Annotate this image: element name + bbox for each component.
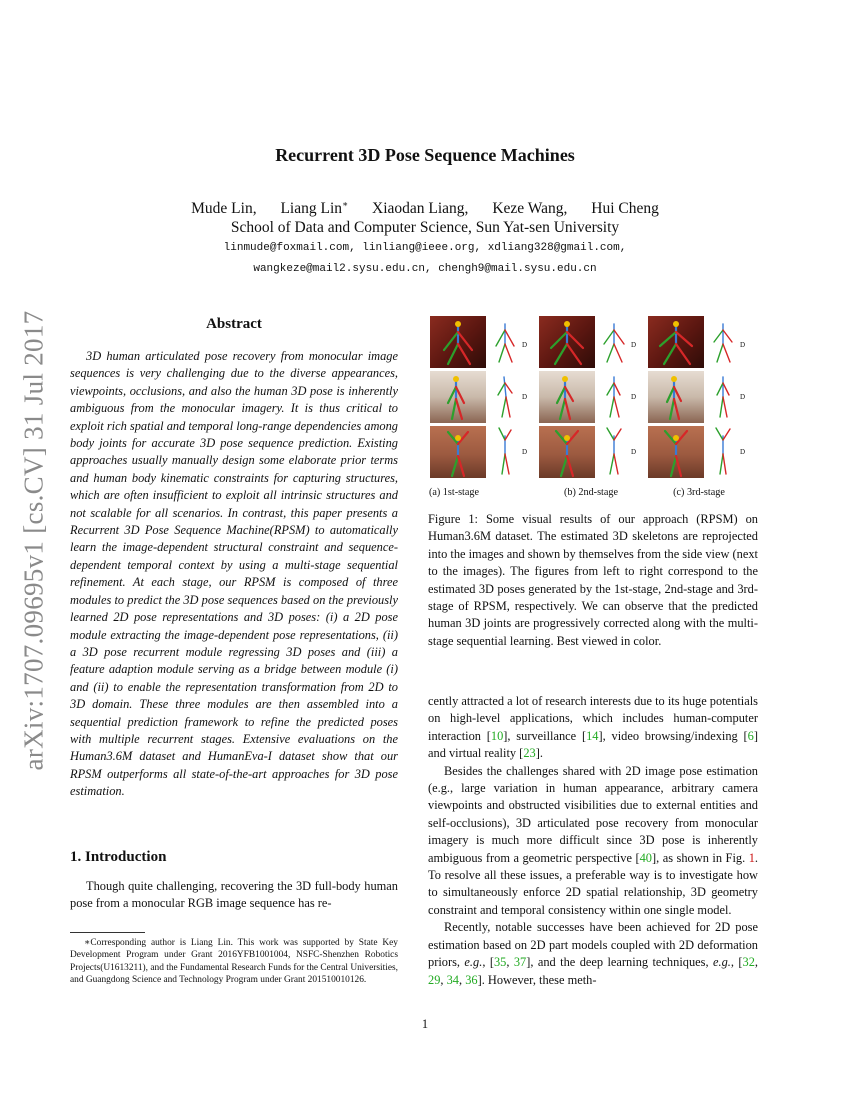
figure-image — [648, 316, 704, 368]
right-column-body — [428, 693, 758, 989]
figure-image — [648, 426, 704, 478]
paragraph: Recently, notable successes have been achieved for 2D pose estimation based on 2D part models coupled with 2D deformation priors, e.g., [35, 37], and the deep learning techniques, e.g., [32, 29, 34, 36]. However, these meth- — [428, 920, 759, 987]
axis-glyph: D — [631, 393, 637, 401]
skeleton-side-view — [708, 316, 738, 368]
figure-image — [430, 426, 486, 478]
axis-glyph: D — [740, 448, 746, 456]
author-1: Mude Lin, — [191, 200, 257, 218]
figure-image — [430, 371, 486, 423]
author-4: Keze Wang, — [492, 200, 568, 218]
axis-glyph: D — [740, 341, 746, 349]
skeleton-side-view — [599, 371, 629, 423]
citation-link[interactable]: 10 — [490, 728, 504, 743]
emails-line-1: linmude@foxmail.com, linliang@ieee.org, xdliang328@gmail.com, — [223, 242, 627, 254]
axis-glyph: D — [522, 341, 528, 349]
citation-link[interactable]: 32 — [742, 955, 755, 970]
skeleton-side-view — [599, 426, 629, 478]
citation-link[interactable]: 40 — [639, 850, 652, 865]
abstract-body: 3D human articulated pose recovery from monocular image sequences is very challenging due to the diverse appearances, viewpoints, occlusions, and also the human 3D pose is inherently ambiguous from the monocular imagery. It is thus critical to exploit rich spatial and temporal long-range dependencies among body joints for accurate 3D pose sequence prediction. Existing approaches usually manually design some elaborate prior terms and human body kinematic constraints for capturing structures, which are often insufficient to exploit all intrinsic structures and not scalable for all scenarios. In contrast, this paper presents a Recurrent 3D Pose Sequence Machine(RPSM) to automatically learn the image-dependent structural constraint and sequence-dependent temporal context by using a multi-stage sequential refinement. At each stage, our RPSM is composed of three modules to predict the 3D pose sequences based on the previously learned 2D pose representations and 3D poses: (i) a 2D pose module extracting the image-dependent pose representations, (ii) a 3D pose recurrent module regressing 3D poses and (iii) a feature adaption module serving as a bridge between module (i) and (ii) to enable the representation transformation from 2D to 3D domain. These three modules are then assembled into a sequential prediction framework to refine the predicted poses with multiple recurrent stages. Extensive evaluations on the Human3.6M dataset and HumanEva-I dataset show that our RPSM outperforms all state-of-the-art approaches for 3D pose estimation. — [70, 349, 398, 799]
citation-link[interactable]: 37 — [513, 955, 527, 970]
arxiv-stamp-text: arXiv:1707.09695v1 [cs.CV] 31 Jul 2017 — [18, 310, 49, 770]
citation-link[interactable]: 14 — [586, 728, 599, 743]
figure-ref-link[interactable]: 1 — [748, 850, 755, 865]
author-2: Liang Lin∗ — [280, 199, 349, 218]
figure-image — [648, 371, 704, 423]
skeleton-side-view — [490, 316, 520, 368]
paragraph: cently attracted a lot of research interests due to its huge potentials on high-level applications, which includes human-computer interaction [10], surveillance [14], video browsing/indexing [6] and virtual reality [23]. — [428, 694, 758, 761]
skeleton-side-view — [708, 371, 738, 423]
footnote: ∗Corresponding author is Liang Lin. This work was supported by State Key Development Program under Grant 2016YFB1001004, NSFC-Shenzhen Robotics Projects(U1613211), and the Fundamental Research Funds for the Central Universities, and Guangdong Science and Technology Program under Grant 201510010126. — [70, 938, 398, 985]
author-3: Xiaodan Liang, — [372, 200, 469, 218]
figure-image — [539, 316, 595, 368]
affiliation: School of Data and Computer Science, Sun Yat-sen University — [230, 219, 620, 236]
citation-link[interactable]: 6 — [747, 728, 754, 743]
abstract-heading: Abstract — [206, 316, 262, 332]
citation-link[interactable]: 34 — [446, 972, 459, 987]
paper-title: Recurrent 3D Pose Sequence Machines — [275, 145, 575, 165]
axis-glyph: D — [631, 448, 637, 456]
section-heading-introduction: 1. Introduction — [70, 849, 167, 865]
figure-caption: Figure 1: Some visual results of our approach (RPSM) on Human3.6M dataset. The estimated 3D skeletons are reprojected into the images and shown by themselves from the side view (next to the images). The figures from left to right correspond to the estimated 3D poses generated by the 1st-stage, 2nd-stage and 3rd-stage of RPSM, respectively. We can observe that the predicted human 3D joints are progressively corrected along with the multi-stage sequential learning. Best viewed in color. — [428, 512, 759, 648]
skeleton-side-view — [599, 316, 629, 368]
skeleton-side-view — [490, 426, 520, 478]
figure-image — [539, 371, 595, 423]
citation-link[interactable]: 36 — [465, 972, 478, 987]
citation-link[interactable]: 35 — [493, 955, 507, 970]
arxiv-stamp — [14, 300, 54, 780]
introduction-body: Though quite challenging, recovering the 3D full-body human pose from a monocular RGB image sequence has re- — [70, 879, 398, 911]
skeleton-side-view — [490, 371, 520, 423]
paragraph: Besides the challenges shared with 2D image pose estimation (e.g., large variation in human appearance, arbitrary camera viewpoints and obstructed visibilities due to external entities and self-occlusions), 3D articulated pose recovery from monocular imagery is much more difficult since 3D pose is inherently ambiguous from a geometric perspective [40], as shown in Fig. 1. To resolve all these issues, a preferable way is to investigate how to simultaneously enforce 2D spatial relationship, 3D geometry constraint and temporal consistency within one single model. — [428, 763, 758, 917]
figure-1 — [428, 313, 758, 483]
page-number: 1 — [421, 1017, 429, 1031]
subcaption-b: (b) 2nd-stage — [563, 487, 619, 498]
axis-glyph: D — [522, 393, 528, 401]
skeleton-side-view — [708, 426, 738, 478]
author-5: Hui Cheng — [591, 200, 659, 218]
figure-image — [539, 426, 595, 478]
author-list — [0, 199, 850, 218]
citation-link[interactable]: 23 — [523, 746, 536, 761]
subcaption-c: (c) 3rd-stage — [673, 487, 725, 498]
axis-glyph: D — [522, 448, 528, 456]
citation-link[interactable]: 29 — [428, 972, 441, 987]
corresponding-mark: ∗ — [342, 199, 349, 209]
axis-glyph: D — [631, 341, 637, 349]
subcaption-a: (a) 1st-stage — [428, 487, 480, 498]
figure-image — [430, 316, 486, 368]
axis-glyph: D — [740, 393, 746, 401]
footnote-divider — [70, 932, 145, 933]
emails-line-2: wangkeze@mail2.sysu.edu.cn, chengh9@mail.sysu.edu.cn — [253, 263, 597, 275]
